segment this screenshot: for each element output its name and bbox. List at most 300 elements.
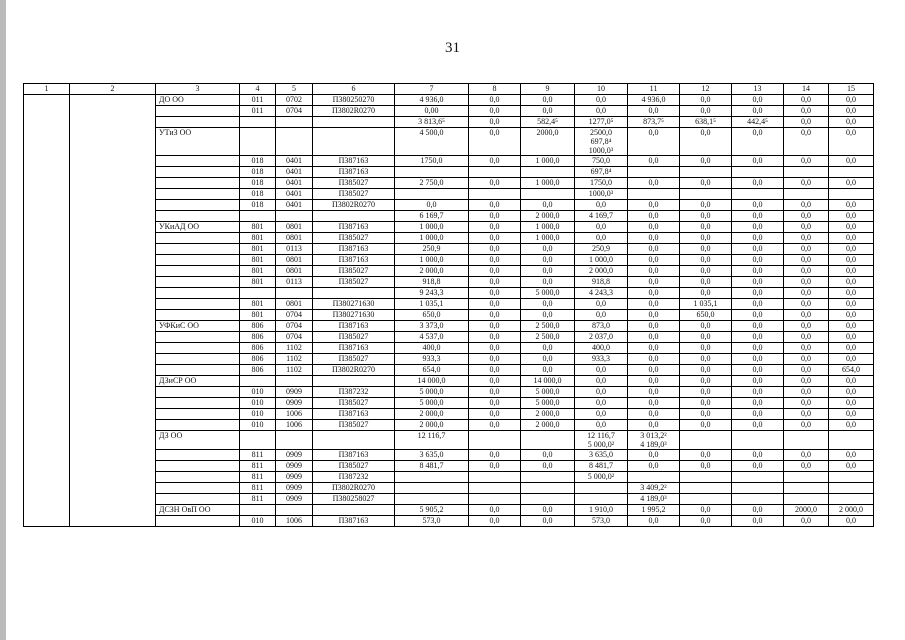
- org-cell: [156, 156, 240, 167]
- cell-c14: 0,0: [784, 222, 829, 233]
- cell-c5: 0801: [276, 299, 313, 310]
- org-cell: ДЗиСР ОО: [156, 376, 240, 387]
- cell-c9: 0,0: [521, 461, 575, 472]
- cell-c11: 0,0: [628, 332, 680, 343]
- cell-c12: 0,0: [680, 354, 732, 365]
- org-cell: [156, 420, 240, 431]
- org-cell: ДСЗН ОвП ОО: [156, 505, 240, 516]
- cell-c6: П387163: [313, 343, 395, 354]
- cell-c13: 0,0: [732, 332, 784, 343]
- cell-c4: 010: [240, 420, 276, 431]
- cell-c15: 0,0: [829, 321, 874, 332]
- cell-c12: 638,1⁵: [680, 117, 732, 128]
- cell-c15: [829, 431, 874, 450]
- cell-c6: П385027: [313, 354, 395, 365]
- cell-c10: 1277,0⁵: [575, 117, 628, 128]
- cell-c6: П387163: [313, 167, 395, 178]
- cell-c15: 0,0: [829, 376, 874, 387]
- cell-c12: 0,0: [680, 106, 732, 117]
- cell-c6: П387163: [313, 255, 395, 266]
- cell-c10: 1750,0: [575, 178, 628, 189]
- cell-c4: 018: [240, 178, 276, 189]
- cell-c8: 0,0: [469, 310, 521, 321]
- cell-c14: 0,0: [784, 365, 829, 376]
- cell-c6: П387232: [313, 472, 395, 483]
- cell-c10: 697,8⁴: [575, 167, 628, 178]
- cell-c10: [575, 483, 628, 494]
- cell-c13: [732, 431, 784, 450]
- cell-c13: 0,0: [732, 409, 784, 420]
- cell-c13: 0,0: [732, 244, 784, 255]
- cell-c14: 2000,0: [784, 505, 829, 516]
- cell-c15: 0,0: [829, 461, 874, 472]
- cell-c4: 801: [240, 222, 276, 233]
- cell-c7: 14 000,0: [395, 376, 469, 387]
- cell-c8: 0,0: [469, 156, 521, 167]
- cell-c14: 0,0: [784, 106, 829, 117]
- cell-c9: 582,4⁵: [521, 117, 575, 128]
- cell-c11: 0,0: [628, 106, 680, 117]
- header-cell: 13: [732, 84, 784, 95]
- cell-c12: 0,0: [680, 277, 732, 288]
- cell-c9: 0,0: [521, 343, 575, 354]
- org-cell: [156, 461, 240, 472]
- header-cell: 14: [784, 84, 829, 95]
- cell-c9: 0,0: [521, 200, 575, 211]
- cell-c5: 0704: [276, 332, 313, 343]
- cell-c5: [276, 288, 313, 299]
- table-row: [24, 95, 874, 106]
- cell-c9: [521, 189, 575, 200]
- cell-c12: 0,0: [680, 255, 732, 266]
- cell-c13: 0,0: [732, 255, 784, 266]
- cell-c4: 811: [240, 494, 276, 505]
- cell-c13: 0,0: [732, 95, 784, 106]
- org-cell: ДЗ ОО: [156, 431, 240, 450]
- cell-c14: [784, 483, 829, 494]
- cell-c8: 0,0: [469, 233, 521, 244]
- org-cell: [156, 494, 240, 505]
- cell-c11: 0,0: [628, 387, 680, 398]
- cell-c6: П387163: [313, 516, 395, 527]
- cell-c6: П385027: [313, 461, 395, 472]
- cell-c15: 0,0: [829, 233, 874, 244]
- cell-c13: 0,0: [732, 450, 784, 461]
- cell-c10: 0,0: [575, 365, 628, 376]
- cell-c6: П3802R0270: [313, 483, 395, 494]
- cell-c10: 12 116,7 5 000,0²: [575, 431, 628, 450]
- cell-c9: 2 000,0: [521, 409, 575, 420]
- cell-c5: 1006: [276, 409, 313, 420]
- cell-c10: 0,0: [575, 420, 628, 431]
- org-cell: [156, 189, 240, 200]
- cell-c15: 0,0: [829, 299, 874, 310]
- cell-c9: 5 000,0: [521, 288, 575, 299]
- cell-c6: П385027: [313, 332, 395, 343]
- org-cell: [156, 255, 240, 266]
- cell-c9: 0,0: [521, 299, 575, 310]
- cell-c6: П3802R0270: [313, 106, 395, 117]
- cell-c14: 0,0: [784, 409, 829, 420]
- cell-c9: [521, 167, 575, 178]
- header-cell: 8: [469, 84, 521, 95]
- cell-c4: 806: [240, 365, 276, 376]
- cell-c15: 0,0: [829, 200, 874, 211]
- org-cell: [156, 117, 240, 128]
- cell-c5: 1102: [276, 354, 313, 365]
- cell-c13: [732, 494, 784, 505]
- cell-c5: [276, 117, 313, 128]
- cell-c7: 1 000,0: [395, 222, 469, 233]
- cell-c15: [829, 189, 874, 200]
- cell-c11: 0,0: [628, 244, 680, 255]
- org-cell: [156, 354, 240, 365]
- cell-c10: 2 037,0: [575, 332, 628, 343]
- cell-c14: 0,0: [784, 398, 829, 409]
- cell-c14: [784, 431, 829, 450]
- org-cell: [156, 288, 240, 299]
- cell-c8: 0,0: [469, 106, 521, 117]
- cell-c10: 8 481,7: [575, 461, 628, 472]
- cell-c7: [395, 167, 469, 178]
- cell-c8: 0,0: [469, 266, 521, 277]
- org-cell: [156, 211, 240, 222]
- cell-c6: П387163: [313, 222, 395, 233]
- cell-c4: 806: [240, 321, 276, 332]
- cell-c9: 2 000,0: [521, 420, 575, 431]
- cell-c11: 1 995,2: [628, 505, 680, 516]
- cell-c8: 0,0: [469, 128, 521, 156]
- cell-c15: 0,0: [829, 409, 874, 420]
- cell-c14: 0,0: [784, 200, 829, 211]
- cell-c5: 1006: [276, 420, 313, 431]
- cell-c11: 3 013,2² 4 189,0³: [628, 431, 680, 450]
- cell-c10: 1 910,0: [575, 505, 628, 516]
- cell-c6: [313, 128, 395, 156]
- cell-c15: 0,0: [829, 310, 874, 321]
- org-cell: УТиЗ ОО: [156, 128, 240, 156]
- cell-c6: П385027: [313, 178, 395, 189]
- cell-c14: 0,0: [784, 450, 829, 461]
- cell-c8: 0,0: [469, 200, 521, 211]
- cell-c12: 0,0: [680, 233, 732, 244]
- cell-c15: 0,0: [829, 178, 874, 189]
- cell-c5: 0801: [276, 222, 313, 233]
- cell-c11: 0,0: [628, 398, 680, 409]
- cell-c6: П385027: [313, 266, 395, 277]
- header-row: [24, 84, 874, 95]
- cell-c15: 2 000,0: [829, 505, 874, 516]
- org-cell: [156, 266, 240, 277]
- org-cell: [156, 299, 240, 310]
- cell-c5: 0113: [276, 244, 313, 255]
- cell-c7: [395, 494, 469, 505]
- cell-c4: 801: [240, 255, 276, 266]
- cell-c4: 010: [240, 398, 276, 409]
- cell-c4: [240, 128, 276, 156]
- cell-c12: 0,0: [680, 450, 732, 461]
- cell-c14: 0,0: [784, 420, 829, 431]
- org-cell: [156, 365, 240, 376]
- cell-c4: [240, 431, 276, 450]
- org-cell: [156, 516, 240, 527]
- cell-c14: [784, 189, 829, 200]
- cell-c15: 0,0: [829, 117, 874, 128]
- cell-c8: 0,0: [469, 299, 521, 310]
- cell-c5: 0401: [276, 189, 313, 200]
- cell-c6: П387163: [313, 409, 395, 420]
- cell-c12: [680, 167, 732, 178]
- org-cell: [156, 450, 240, 461]
- cell-c6: [313, 211, 395, 222]
- cell-c4: 010: [240, 516, 276, 527]
- cell-c10: 5 000,0²: [575, 472, 628, 483]
- cell-c7: 9 243,3: [395, 288, 469, 299]
- cell-c12: 0,0: [680, 222, 732, 233]
- cell-c4: 801: [240, 277, 276, 288]
- cell-c6: П387163: [313, 450, 395, 461]
- cell-c12: 0,0: [680, 128, 732, 156]
- header-cell: 4: [240, 84, 276, 95]
- cell-c10: 918,8: [575, 277, 628, 288]
- cell-c5: 0801: [276, 233, 313, 244]
- cell-c6: [313, 117, 395, 128]
- header-cell: 5: [276, 84, 313, 95]
- cell-c10: 1000,0³: [575, 189, 628, 200]
- cell-c8: [469, 189, 521, 200]
- cell-c7: 2 000,0: [395, 266, 469, 277]
- org-cell: УКиАД ОО: [156, 222, 240, 233]
- cell-c5: 0909: [276, 450, 313, 461]
- cell-c10: 933,3: [575, 354, 628, 365]
- cell-c15: 0,0: [829, 450, 874, 461]
- cell-c8: 0,0: [469, 420, 521, 431]
- cell-c6: [313, 288, 395, 299]
- cell-c11: 0,0: [628, 178, 680, 189]
- cell-c13: 0,0: [732, 266, 784, 277]
- cell-c13: 0,0: [732, 516, 784, 527]
- cell-c15: 654,0: [829, 365, 874, 376]
- cell-c7: 2 000,0: [395, 420, 469, 431]
- cell-c4: 801: [240, 244, 276, 255]
- cell-c8: 0,0: [469, 365, 521, 376]
- cell-c13: 0,0: [732, 288, 784, 299]
- cell-c10: [575, 494, 628, 505]
- cell-c5: [276, 376, 313, 387]
- org-cell: [156, 409, 240, 420]
- cell-c13: 0,0: [732, 299, 784, 310]
- cell-c11: 0,0: [628, 200, 680, 211]
- cell-c8: 0,0: [469, 321, 521, 332]
- cell-c10: 0,0: [575, 95, 628, 106]
- cell-c7: 4 936,0: [395, 95, 469, 106]
- cell-c14: [784, 494, 829, 505]
- cell-c12: 0,0: [680, 343, 732, 354]
- cell-c13: [732, 189, 784, 200]
- cell-c15: 0,0: [829, 128, 874, 156]
- cell-c15: 0,0: [829, 255, 874, 266]
- header-cell: 11: [628, 84, 680, 95]
- cell-c6: [313, 376, 395, 387]
- cell-c7: 250,9: [395, 244, 469, 255]
- cell-c9: 1 000,0: [521, 178, 575, 189]
- cell-c5: 0801: [276, 255, 313, 266]
- cell-c4: 018: [240, 200, 276, 211]
- cell-c8: 0,0: [469, 244, 521, 255]
- cell-c7: [395, 472, 469, 483]
- cell-c4: [240, 288, 276, 299]
- cell-c13: 0,0: [732, 398, 784, 409]
- cell-c8: 0,0: [469, 354, 521, 365]
- cell-c10: 0,0: [575, 222, 628, 233]
- cell-c13: 442,4⁵: [732, 117, 784, 128]
- cell-c8: [469, 494, 521, 505]
- cell-c12: 0,0: [680, 321, 732, 332]
- cell-c5: 0801: [276, 266, 313, 277]
- cell-c9: 0,0: [521, 244, 575, 255]
- cell-c10: 573,0: [575, 516, 628, 527]
- header-cell: 3: [156, 84, 240, 95]
- cell-c15: 0,0: [829, 95, 874, 106]
- cell-c4: 018: [240, 156, 276, 167]
- cell-c12: [680, 472, 732, 483]
- cell-c12: 0,0: [680, 156, 732, 167]
- cell-c12: 0,0: [680, 398, 732, 409]
- col1-cell: [24, 95, 70, 527]
- cell-c11: 0,0: [628, 128, 680, 156]
- cell-c9: 0,0: [521, 266, 575, 277]
- page-number: 31: [445, 40, 460, 56]
- cell-c12: 0,0: [680, 332, 732, 343]
- cell-c12: [680, 483, 732, 494]
- cell-c11: 0,0: [628, 321, 680, 332]
- cell-c4: [240, 505, 276, 516]
- cell-c8: 0,0: [469, 277, 521, 288]
- cell-c7: [395, 189, 469, 200]
- cell-c7: 3 373,0: [395, 321, 469, 332]
- cell-c4: 018: [240, 167, 276, 178]
- cell-c8: 0,0: [469, 255, 521, 266]
- cell-c7: 4 500,0: [395, 128, 469, 156]
- header-cell: 9: [521, 84, 575, 95]
- cell-c10: 2500,0 697,8⁴ 1000,0³: [575, 128, 628, 156]
- cell-c9: 0,0: [521, 354, 575, 365]
- cell-c10: 0,0: [575, 376, 628, 387]
- cell-c7: 1 000,0: [395, 233, 469, 244]
- cell-c15: [829, 167, 874, 178]
- header-cell: 2: [70, 84, 156, 95]
- org-cell: [156, 178, 240, 189]
- cell-c12: 0,0: [680, 516, 732, 527]
- cell-c4: 801: [240, 266, 276, 277]
- cell-c5: 0401: [276, 156, 313, 167]
- cell-c5: 0113: [276, 277, 313, 288]
- cell-c13: 0,0: [732, 387, 784, 398]
- cell-c6: П387163: [313, 156, 395, 167]
- cell-c12: 0,0: [680, 387, 732, 398]
- cell-c8: 0,0: [469, 95, 521, 106]
- cell-c4: 806: [240, 354, 276, 365]
- cell-c4: 806: [240, 343, 276, 354]
- cell-c11: 0,0: [628, 343, 680, 354]
- cell-c8: 0,0: [469, 332, 521, 343]
- cell-c14: 0,0: [784, 244, 829, 255]
- cell-c11: 0,0: [628, 461, 680, 472]
- cell-c13: 0,0: [732, 310, 784, 321]
- cell-c10: 2 000,0: [575, 266, 628, 277]
- cell-c6: П3802R0270: [313, 200, 395, 211]
- cell-c7: 6 169,7: [395, 211, 469, 222]
- cell-c4: 811: [240, 472, 276, 483]
- cell-c11: 0,0: [628, 222, 680, 233]
- cell-c9: [521, 494, 575, 505]
- org-cell: [156, 398, 240, 409]
- cell-c9: 2 500,0: [521, 332, 575, 343]
- cell-c14: 0,0: [784, 266, 829, 277]
- cell-c11: 0,0: [628, 409, 680, 420]
- cell-c8: 0,0: [469, 222, 521, 233]
- cell-c6: [313, 431, 395, 450]
- header-cell: 10: [575, 84, 628, 95]
- cell-c15: 0,0: [829, 516, 874, 527]
- cell-c14: 0,0: [784, 95, 829, 106]
- org-cell: [156, 343, 240, 354]
- header-cell: 1: [24, 84, 70, 95]
- cell-c5: 0704: [276, 321, 313, 332]
- org-cell: [156, 244, 240, 255]
- cell-c12: 0,0: [680, 178, 732, 189]
- cell-c9: [521, 483, 575, 494]
- cell-c6: П3802R0270: [313, 365, 395, 376]
- cell-c8: [469, 167, 521, 178]
- cell-c11: 0,0: [628, 365, 680, 376]
- cell-c8: 0,0: [469, 450, 521, 461]
- cell-c12: 0,0: [680, 420, 732, 431]
- cell-c11: 0,0: [628, 299, 680, 310]
- cell-c9: 0,0: [521, 450, 575, 461]
- cell-c9: [521, 472, 575, 483]
- cell-c7: [395, 483, 469, 494]
- cell-c6: [313, 505, 395, 516]
- cell-c5: 0401: [276, 178, 313, 189]
- cell-c5: 0909: [276, 494, 313, 505]
- cell-c13: 0,0: [732, 178, 784, 189]
- org-cell: [156, 332, 240, 343]
- cell-c15: 0,0: [829, 277, 874, 288]
- cell-c9: 0,0: [521, 95, 575, 106]
- cell-c5: 1102: [276, 365, 313, 376]
- cell-c14: 0,0: [784, 299, 829, 310]
- cell-c11: 0,0: [628, 354, 680, 365]
- cell-c14: 0,0: [784, 277, 829, 288]
- cell-c15: 0,0: [829, 387, 874, 398]
- cell-c4: 018: [240, 189, 276, 200]
- cell-c8: [469, 431, 521, 450]
- cell-c12: 0,0: [680, 211, 732, 222]
- cell-c6: П380258027: [313, 494, 395, 505]
- cell-c10: 0,0: [575, 387, 628, 398]
- cell-c14: 0,0: [784, 343, 829, 354]
- cell-c11: 0,0: [628, 288, 680, 299]
- cell-c9: 0,0: [521, 255, 575, 266]
- cell-c5: 0704: [276, 310, 313, 321]
- cell-c8: 0,0: [469, 376, 521, 387]
- cell-c5: 0401: [276, 200, 313, 211]
- header-cell: 15: [829, 84, 874, 95]
- cell-c12: 0,0: [680, 365, 732, 376]
- cell-c12: [680, 431, 732, 450]
- cell-c7: 12 116,7: [395, 431, 469, 450]
